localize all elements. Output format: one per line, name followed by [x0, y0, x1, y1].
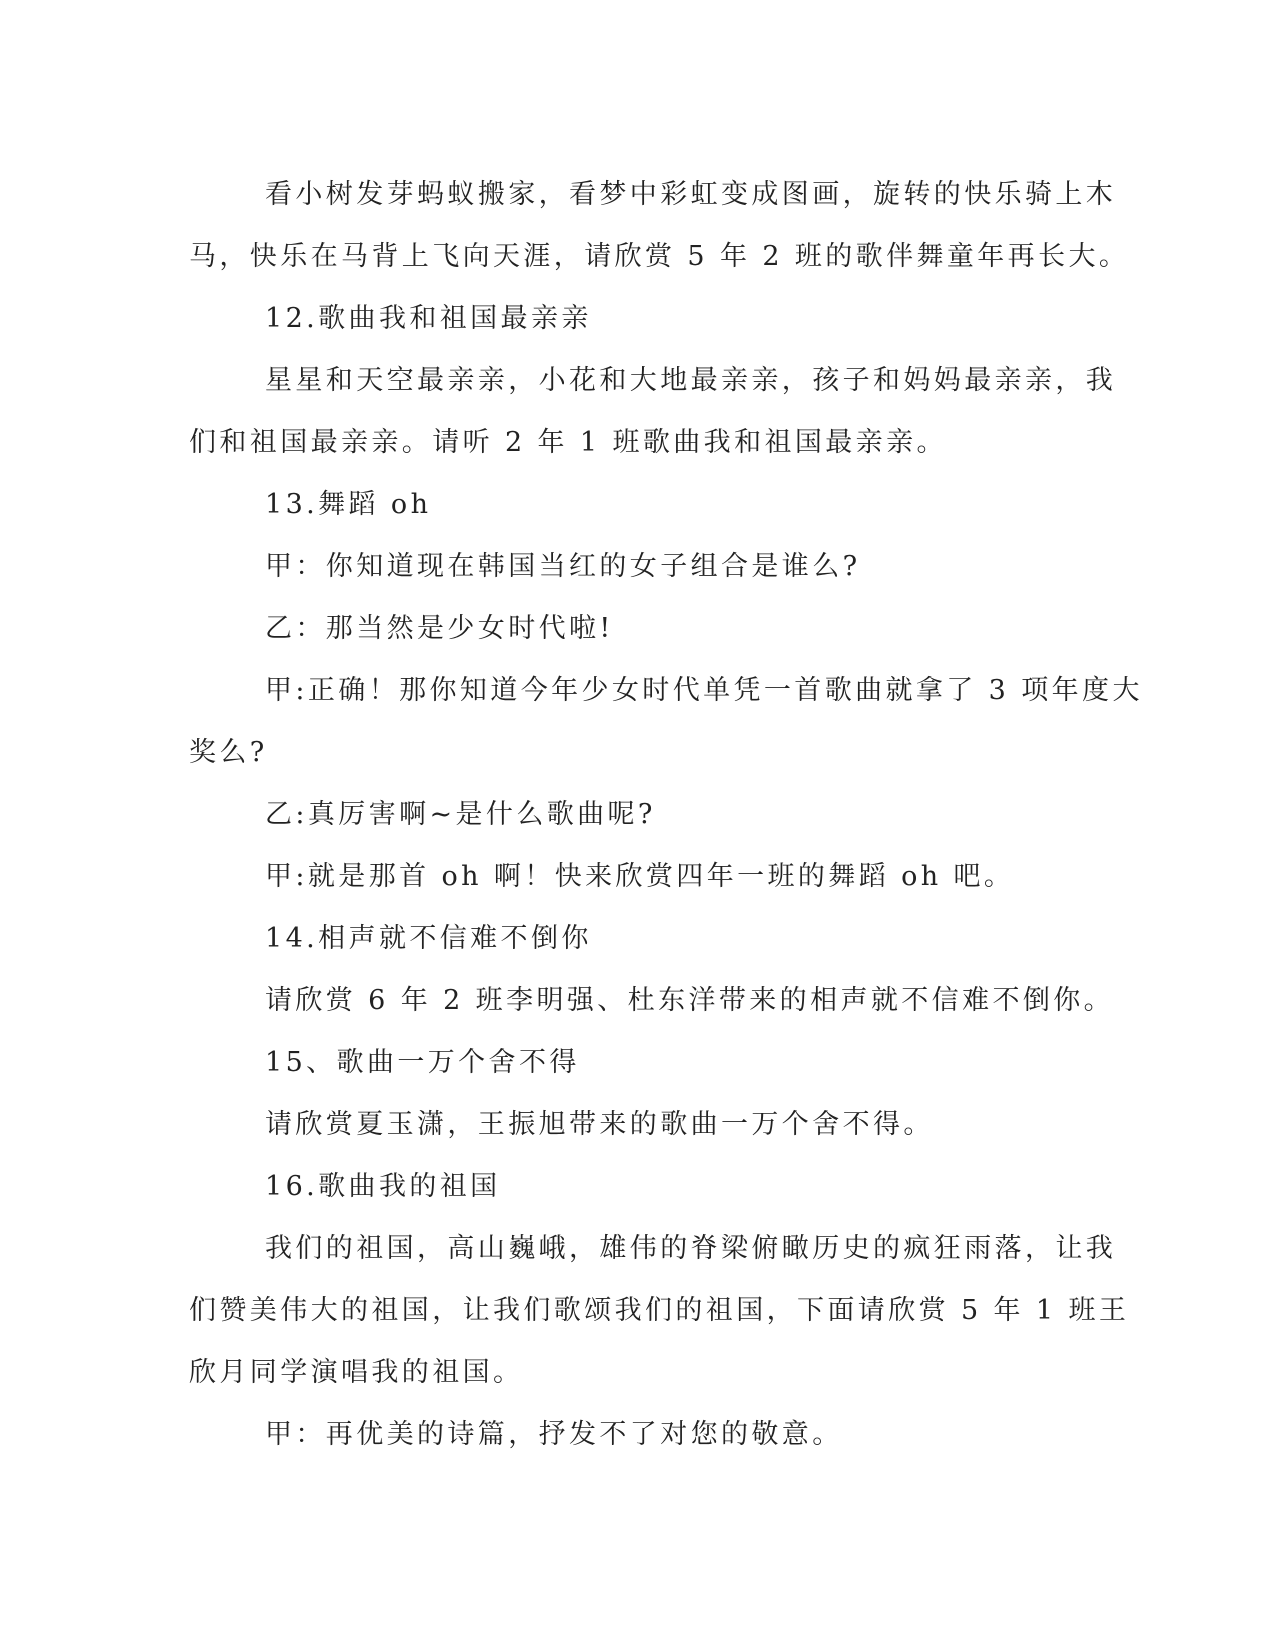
dialogue-line: 甲：再优美的诗篇，抒发不了对您的敬意。: [265, 1419, 843, 1450]
program-heading: 13.舞蹈 oh: [265, 489, 432, 520]
dialogue-line: 甲:就是那首 oh 啊！快来欣赏四年一班的舞蹈 oh 吧。: [265, 861, 1015, 892]
program-heading: 14.相声就不信难不倒你: [265, 923, 592, 954]
program-heading: 16.歌曲我的祖国: [265, 1171, 501, 1202]
paragraph-line: 们赞美伟大的祖国，让我们歌颂我们的祖国，下面请欣赏 5 年 1 班王: [189, 1295, 1130, 1326]
paragraph-line: 们和祖国最亲亲。请听 2 年 1 班歌曲我和祖国最亲亲。: [189, 427, 947, 458]
dialogue-line: 甲：你知道现在韩国当红的女子组合是谁么?: [265, 551, 861, 582]
paragraph-line: 请欣赏夏玉潇，王振旭带来的歌曲一万个舍不得。: [265, 1109, 934, 1140]
dialogue-line: 甲:正确！那你知道今年少女时代单凭一首歌曲就拿了 3 项年度大: [265, 675, 1143, 706]
program-heading: 12.歌曲我和祖国最亲亲: [265, 303, 592, 334]
paragraph-line: 马，快乐在马背上飞向天涯，请欣赏 5 年 2 班的歌伴舞童年再长大。: [189, 241, 1130, 272]
dialogue-line: 乙:真厉害啊~是什么歌曲呢?: [265, 799, 656, 830]
dialogue-line: 乙：那当然是少女时代啦!: [265, 613, 614, 644]
paragraph-line: 我们的祖国，高山巍峨，雄伟的脊梁俯瞰历史的疯狂雨落，让我: [265, 1233, 1117, 1264]
paragraph-line: 请欣赏 6 年 2 班李明强、杜东洋带来的相声就不信难不倒你。: [265, 985, 1115, 1016]
paragraph-line: 看小树发芽蚂蚁搬家，看梦中彩虹变成图画，旋转的快乐骑上木: [265, 179, 1117, 210]
dialogue-line: 奖么?: [189, 737, 268, 768]
program-heading: 15、歌曲一万个舍不得: [265, 1047, 580, 1078]
document-body: [189, 164, 1143, 1466]
paragraph-line: 星星和天空最亲亲，小花和大地最亲亲，孩子和妈妈最亲亲，我: [265, 365, 1117, 396]
paragraph-line: 欣月同学演唱我的祖国。: [189, 1357, 524, 1388]
